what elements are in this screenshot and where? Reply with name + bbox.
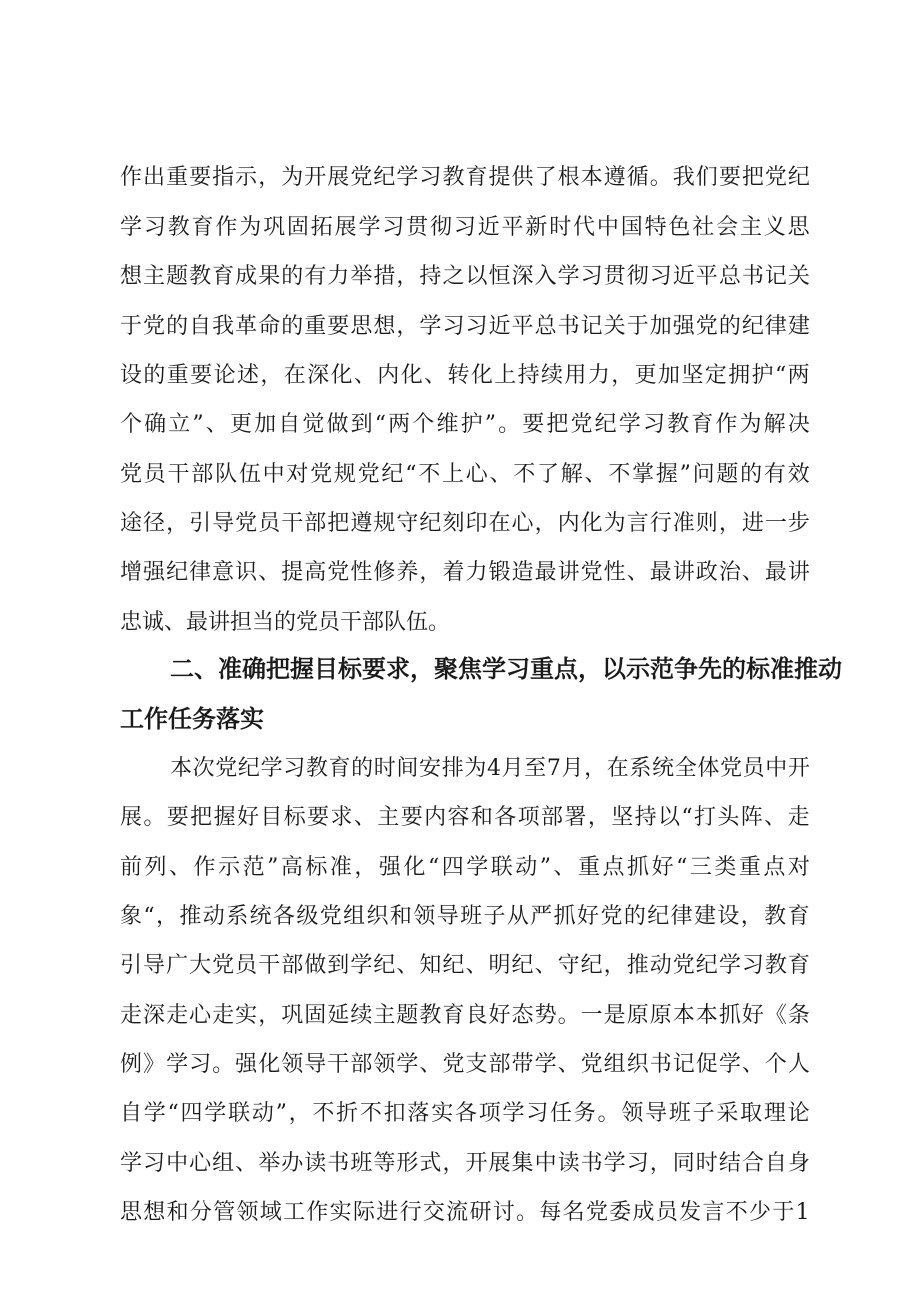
paragraph2-line-4: 象 “ ， 推 动 系 统 各 级 党 组 织 和 领 导 班 子 从 严 抓 好 党 的 纪 律 建 设 ， 教 育 bbox=[120, 904, 810, 929]
paragraph2-line-10: 思 想 和 分 管 领 域 工 作 实 际 进 行 交 流 研 讨 。 每 名 党 委 成 员 发 言 不 少 于 1 bbox=[120, 1200, 810, 1225]
section-heading-line-2: 工作任务落实 bbox=[120, 705, 264, 733]
paragraph2-line-5: 引 导 广 大 党 员 干 部 做 到 学 纪 、 知 纪 、 明 纪 、 守 纪 ， 推 动 党 纪 学 习 教 育 bbox=[120, 953, 810, 978]
paragraph1-line-5: 设 的 重 要 论 述 ， 在 深 化 、 内 化 、 转 化 上 持 续 用 力 ， 更 加 坚 定 拥 护 “ 两 bbox=[120, 363, 810, 388]
section-heading-line-1: 二 、 准 确 把 握 目 标 要 求 ， 聚 焦 学 习 重 点 ， 以 示 范 争 先 的 标 准 推 动 bbox=[170, 655, 842, 683]
paragraph2-line-3: 前 列 、 作 示 范 ” 高 标 准 ， 强 化 “ 四 学 联 动 ” 、 重 点 抓 好 “ 三 类 重 点 对 bbox=[120, 855, 810, 880]
paragraph2-line-2: 展 。 要 把 握 好 目 标 要 求 、 主 要 内 容 和 各 项 部 署 ， 坚 持 以 “ 打 头 阵 、 走 bbox=[120, 805, 810, 830]
paragraph1-line-1: 作 出 重 要 指 示 ， 为 开 展 党 纪 学 习 教 育 提 供 了 根 本 遵 循 。 我 们 要 把 党 纪 bbox=[120, 165, 810, 190]
paragraph1-line-4: 于 党 的 自 我 革 命 的 重 要 思 想 ， 学 习 习 近 平 总 书 记 关 于 加 强 党 的 纪 律 建 bbox=[120, 314, 810, 339]
paragraph1-line-10: 忠诚、最讲担当的党员干部队伍。 bbox=[120, 610, 451, 635]
paragraph2-line-7: 例 》 学 习 。 强 化 领 导 干 部 领 学 、 党 支 部 带 学 、 党 组 织 书 记 促 学 、 个 人 bbox=[120, 1052, 810, 1077]
paragraph1-line-8: 途 径 ， 引 导 党 员 干 部 把 遵 规 守 纪 刻 印 在 心 ， 内 化 为 言 行 准 则 ， 进 一 步 bbox=[120, 511, 810, 536]
paragraph2-line-9: 学 习 中 心 组 、 举 办 读 书 班 等 形 式 ， 开 展 集 中 读 书 学 习 ， 同 时 结 合 自 身 bbox=[120, 1151, 810, 1176]
paragraph1-line-2: 学 习 教 育 作 为 巩 固 拓 展 学 习 贯 彻 习 近 平 新 时 代 中 国 特 色 社 会 主 义 思 bbox=[120, 215, 810, 240]
paragraph2-line-6: 走 深 走 心 走 实 ， 巩 固 延 续 主 题 教 育 良 好 态 势 。 一 是 原 原 本 本 抓 好 《 条 bbox=[120, 1003, 810, 1028]
paragraph1-line-9: 增 强 纪 律 意 识 、 提 高 党 性 修 养 ， 着 力 锻 造 最 讲 党 性 、 最 讲 政 治 、 最 讲 bbox=[120, 560, 810, 585]
paragraph1-line-3: 想 主 题 教 育 成 果 的 有 力 举 措 ， 持 之 以 恒 深 入 学 习 贯 彻 习 近 平 总 书 记 关 bbox=[120, 264, 810, 289]
paragraph1-line-7: 党 员 干 部 队 伍 中 对 党 规 党 纪 “ 不 上 心 、 不 了 解 、 不 掌 握 ” 问 题 的 有 效 bbox=[120, 462, 810, 487]
paragraph2-line-1: 本 次 党 纪 学 习 教 育 的 时 间 安 排 为 4 月 至 7 月 ， 在 系 统 全 体 党 员 中 开 bbox=[170, 756, 810, 781]
paragraph2-line-8: 自 学 “ 四 学 联 动 ” ， 不 折 不 扣 落 实 各 项 学 习 任 务 。 领 导 班 子 采 取 理 论 bbox=[120, 1101, 810, 1126]
paragraph1-line-6: 个 确 立 ” 、 更 加 自 觉 做 到 “ 两 个 维 护 ” 。 要 把 党 纪 学 习 教 育 作 为 解 决 bbox=[120, 412, 810, 437]
